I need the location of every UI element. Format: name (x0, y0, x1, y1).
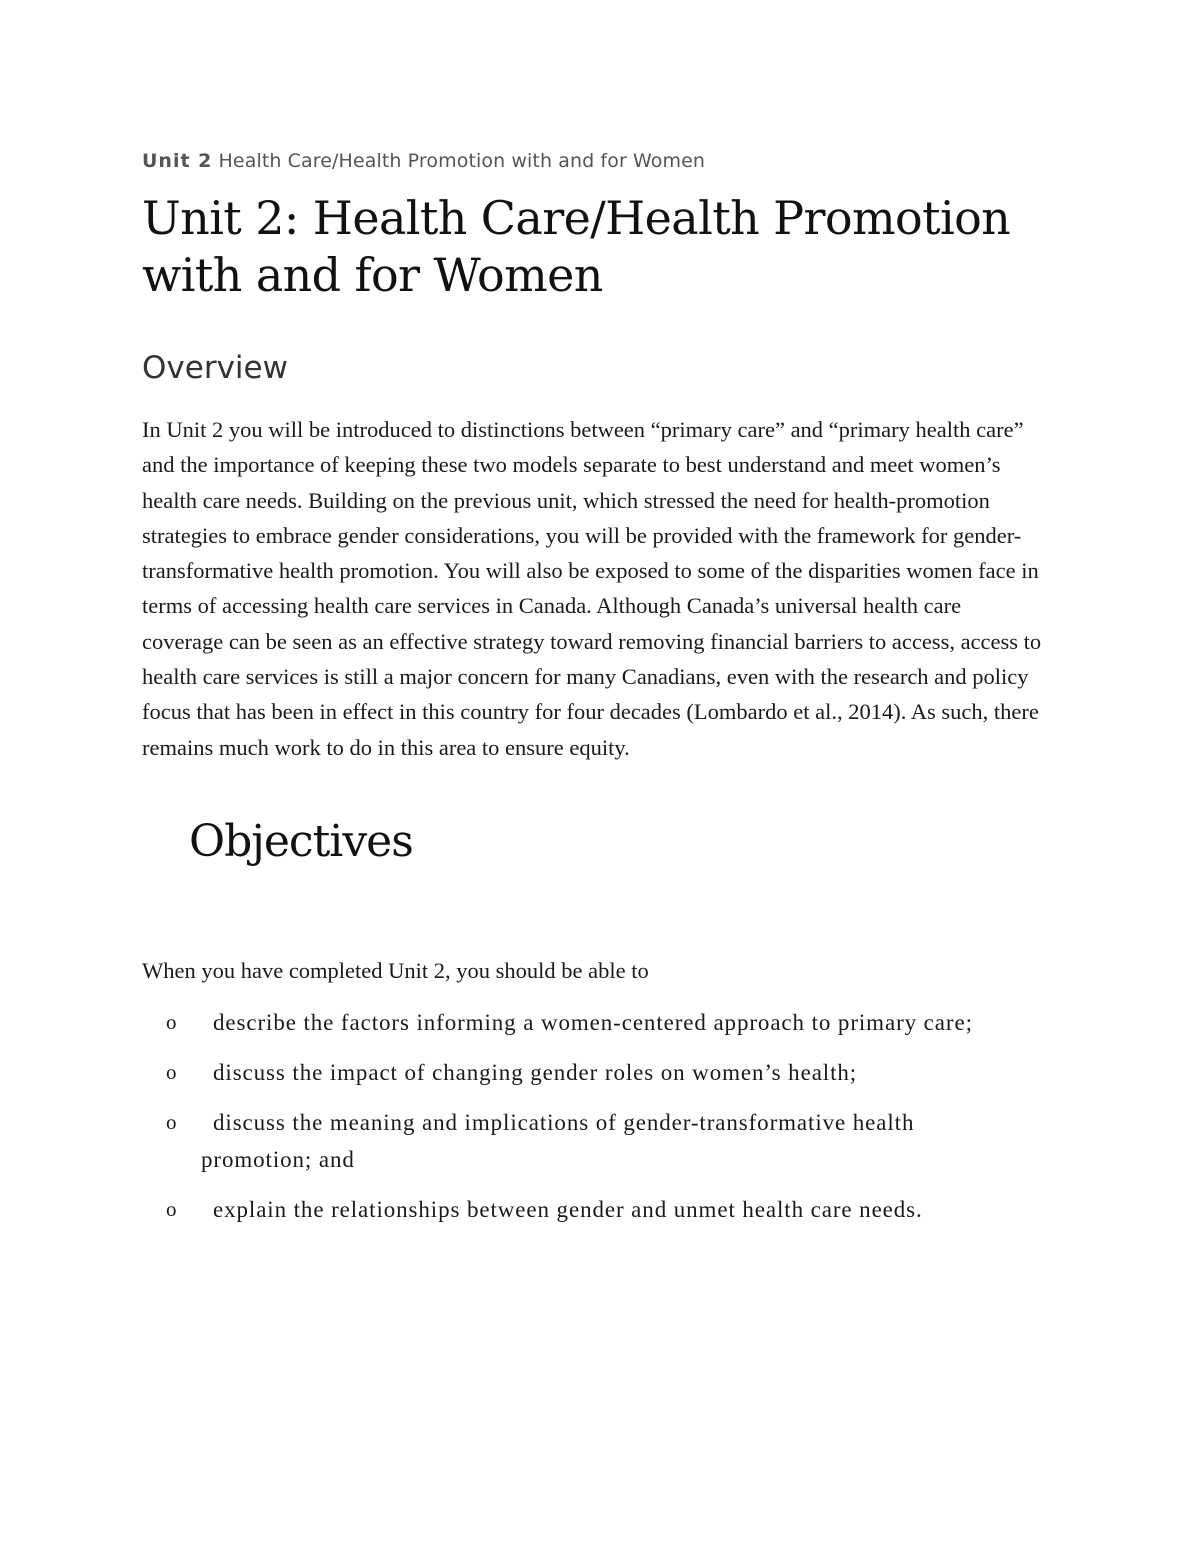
objective-item (142, 1004, 1042, 1041)
objective-text: describe the factors informing a women-centered approach to primary care; (213, 1010, 973, 1035)
objective-item (142, 1054, 1042, 1091)
list-bullet: o (166, 1110, 177, 1134)
objectives-heading: Objectives (189, 816, 413, 867)
list-bullet: o (166, 1060, 177, 1084)
objectives-intro: When you have completed Unit 2, you should be able to (142, 958, 649, 983)
list-bullet: o (166, 1197, 177, 1221)
page-title: Unit 2: Health Care/Health Promotion with and for Women (142, 191, 1011, 302)
objective-text: discuss the meaning and implications of gender-transformative health promotion; and (201, 1110, 915, 1172)
objective-item (142, 1104, 1042, 1178)
list-bullet: o (166, 1010, 177, 1034)
breadcrumb-unit: Unit 2 (142, 150, 213, 172)
objective-text: explain the relationships between gender and unmet health care needs. (213, 1197, 923, 1222)
breadcrumb (142, 150, 705, 172)
objective-item (142, 1191, 1042, 1228)
objective-text: discuss the impact of changing gender roles on women’s health; (213, 1060, 858, 1085)
objectives-list (142, 1004, 1042, 1241)
breadcrumb-title: Health Care/Health Promotion with and for Women (218, 150, 706, 172)
overview-heading: Overview (142, 350, 288, 386)
overview-paragraph: In Unit 2 you will be introduced to distinctions between “primary care” and “primary health care” and the importance of keeping these two models separate to best understand and meet women’s health care needs. Building on the previous unit, which stressed the need for health-promotion strategies to embrace gender considerations, you will be provided with the framework for gender-transformative health promotion. You will also be exposed to some of the disparities women face in terms of accessing health care services in Canada. Although Canada’s universal health care coverage can be seen as an effective strategy toward removing financial barriers to access, access to health care services is still a major concern for many Canadians, even with the research and policy focus that has been in effect in this country for four decades (Lombardo et al., 2014). As such, there remains much work to do in this area to ensure equity. (142, 417, 1042, 760)
